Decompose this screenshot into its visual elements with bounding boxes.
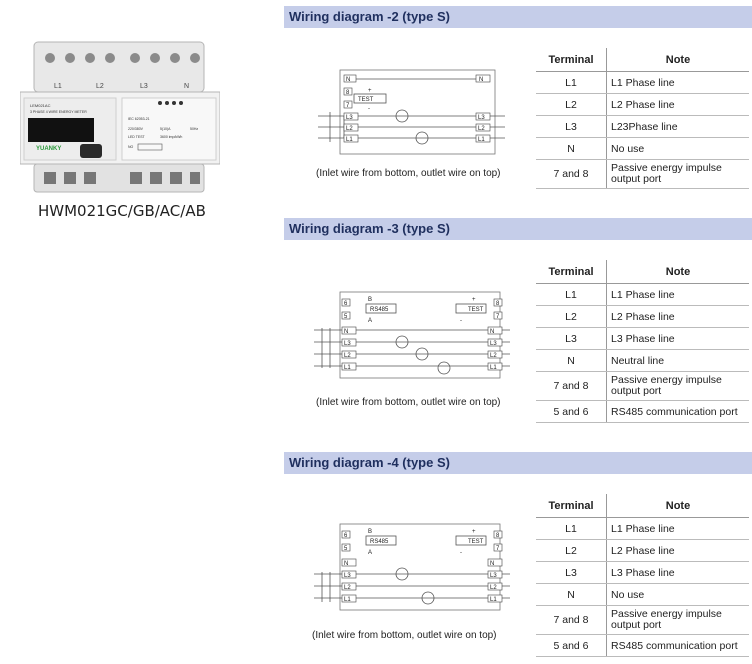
- d3-left-n: N: [344, 329, 349, 335]
- d4-right-l1: L1: [490, 597, 497, 603]
- note-cell: L1 Phase line: [607, 72, 750, 94]
- header-terminal: Terminal: [536, 48, 607, 72]
- section-title-4: Wiring diagram -4 (type S): [284, 452, 752, 474]
- d4-test: TEST: [468, 539, 484, 545]
- caption-4: (Inlet wire from bottom, outlet wire on top): [312, 630, 497, 641]
- d3-right-l3: L3: [490, 341, 497, 347]
- meter-photo: [20, 38, 220, 198]
- d2-minus: -: [368, 106, 370, 112]
- d3-plus: +: [472, 297, 476, 303]
- table-row: [536, 584, 749, 606]
- d3-right-l2: L2: [490, 353, 497, 359]
- note-cell: No use: [607, 138, 750, 160]
- terminal-cell: N: [536, 584, 607, 606]
- d4-left-5: 5: [344, 546, 348, 552]
- terminal-cell: L3: [536, 562, 607, 584]
- header-terminal: Terminal: [536, 494, 607, 518]
- terminal-cell: 5 and 6: [536, 401, 607, 423]
- d3-right-l1: L1: [490, 365, 497, 371]
- d4-left-l2: L2: [344, 585, 351, 591]
- meter-brand: YUANKY: [36, 146, 62, 152]
- table-row: [536, 635, 749, 657]
- table-row: [536, 562, 749, 584]
- d4-left-n: N: [344, 561, 349, 567]
- d2-right-n: N: [479, 77, 484, 83]
- d4-right-l3: L3: [490, 573, 497, 579]
- note-cell: RS485 communication port: [607, 635, 750, 657]
- d3-minus: -: [460, 318, 462, 324]
- meter-freq: 50Hz: [190, 127, 199, 131]
- d3-test: TEST: [468, 307, 484, 313]
- d2-test: TEST: [358, 97, 374, 103]
- d3-left-5: 5: [344, 314, 348, 320]
- d2-plus: +: [368, 88, 372, 94]
- table-row: [536, 160, 749, 189]
- table-row: [536, 401, 749, 423]
- d4-left-6: 6: [344, 533, 348, 539]
- d3-left-l1: L1: [344, 365, 351, 371]
- wiring-diagram-2: [310, 68, 510, 158]
- meter-volt: 220/380V: [128, 127, 143, 131]
- d3-right-8: 8: [496, 301, 500, 307]
- terminal-cell: 7 and 8: [536, 606, 607, 635]
- d3-left-l3: L3: [344, 341, 351, 347]
- note-cell: L3 Phase line: [607, 328, 750, 350]
- note-cell: L3 Phase line: [607, 562, 750, 584]
- product-label: HWM021GC/GB/AC/AB: [38, 202, 206, 220]
- note-cell: No use: [607, 584, 750, 606]
- d3-rs485: RS485: [370, 307, 389, 313]
- d4-plus: +: [472, 529, 476, 535]
- meter-top-l2: L2: [96, 83, 104, 90]
- terminal-cell: 5 and 6: [536, 635, 607, 657]
- note-cell: L2 Phase line: [607, 94, 750, 116]
- terminal-cell: 7 and 8: [536, 372, 607, 401]
- d2-left-7: 7: [346, 103, 350, 109]
- d4-right-l2: L2: [490, 585, 497, 591]
- table-header-row: [536, 48, 749, 72]
- terminal-cell: L1: [536, 284, 607, 306]
- terminal-cell: L2: [536, 540, 607, 562]
- terminal-table-3: [536, 260, 749, 423]
- d4-a: A: [368, 550, 373, 556]
- terminal-cell: N: [536, 138, 607, 160]
- section-title-3: Wiring diagram -3 (type S): [284, 218, 752, 240]
- d2-right-l3: L3: [478, 115, 485, 121]
- d4-rs485: RS485: [370, 539, 389, 545]
- meter-top-n: N: [184, 83, 190, 90]
- d3-right-7: 7: [496, 314, 500, 320]
- d2-left-l1: L1: [346, 137, 353, 143]
- d2-right-l2: L2: [478, 126, 485, 132]
- meter-led: LED TEST: [128, 135, 145, 139]
- d2-left-l3: L3: [346, 115, 353, 121]
- meter-model: LEM021AC: [30, 103, 51, 108]
- d4-right-n: N: [490, 561, 495, 567]
- terminal-cell: L2: [536, 306, 607, 328]
- terminal-cell: L3: [536, 116, 607, 138]
- note-cell: RS485 communication port: [607, 401, 750, 423]
- note-cell: L1 Phase line: [607, 518, 750, 540]
- table-row: [536, 606, 749, 635]
- caption-3: (Inlet wire from bottom, outlet wire on top): [316, 397, 501, 408]
- d4-right-7: 7: [496, 546, 500, 552]
- meter-top-l1: L1: [54, 83, 62, 90]
- table-row: [536, 540, 749, 562]
- table-row: [536, 306, 749, 328]
- note-cell: Neutral line: [607, 350, 750, 372]
- meter-top-l3: L3: [140, 83, 148, 90]
- table-row: [536, 138, 749, 160]
- d4-b: B: [368, 529, 373, 535]
- note-cell: Passive energy impulse output port: [607, 606, 750, 635]
- header-note: Note: [607, 260, 750, 284]
- note-cell: L1 Phase line: [607, 284, 750, 306]
- terminal-cell: L2: [536, 94, 607, 116]
- table-header-row: [536, 260, 749, 284]
- meter-no: NO: [128, 145, 134, 149]
- terminal-cell: L1: [536, 72, 607, 94]
- d4-right-8: 8: [496, 533, 500, 539]
- header-note: Note: [607, 494, 750, 518]
- d3-right-n: N: [490, 329, 495, 335]
- note-cell: Passive energy impulse output port: [607, 160, 750, 189]
- table-row: [536, 72, 749, 94]
- d3-b: B: [368, 297, 373, 303]
- header-note: Note: [607, 48, 750, 72]
- wiring-diagram-3: [310, 290, 516, 382]
- d4-left-l1: L1: [344, 597, 351, 603]
- d4-minus: -: [460, 550, 462, 556]
- note-cell: L2 Phase line: [607, 306, 750, 328]
- table-row: [536, 372, 749, 401]
- d2-left-8: 8: [346, 90, 350, 96]
- meter-lcd: [28, 118, 94, 142]
- terminal-cell: N: [536, 350, 607, 372]
- table-row: [536, 350, 749, 372]
- meter-desc: 3 PHASE 4 WIRE ENERGY METER: [30, 110, 87, 114]
- table-row: [536, 116, 749, 138]
- terminal-cell: L3: [536, 328, 607, 350]
- table-header-row: [536, 494, 749, 518]
- terminal-cell: L1: [536, 518, 607, 540]
- d2-left-n: N: [346, 77, 351, 83]
- meter-current: 5(10)A: [160, 127, 171, 131]
- note-cell: Passive energy impulse output port: [607, 372, 750, 401]
- table-row: [536, 518, 749, 540]
- terminal-cell: 7 and 8: [536, 160, 607, 189]
- meter-const: 3600 imp/kWh: [160, 135, 183, 139]
- wiring-diagram-4: [310, 522, 516, 614]
- d2-right-l1: L1: [478, 137, 485, 143]
- note-cell: L2 Phase line: [607, 540, 750, 562]
- d3-a: A: [368, 318, 373, 324]
- d2-left-l2: L2: [346, 126, 353, 132]
- d3-left-l2: L2: [344, 353, 351, 359]
- d4-left-l3: L3: [344, 573, 351, 579]
- section-title-2: Wiring diagram -2 (type S): [284, 6, 752, 28]
- note-cell: L23Phase line: [607, 116, 750, 138]
- terminal-table-4: [536, 494, 749, 657]
- d3-left-6: 6: [344, 301, 348, 307]
- table-row: [536, 284, 749, 306]
- header-terminal: Terminal: [536, 260, 607, 284]
- table-row: [536, 94, 749, 116]
- table-row: [536, 328, 749, 350]
- caption-2: (Inlet wire from bottom, outlet wire on top): [316, 168, 501, 179]
- meter-std: IEC 62053-21: [128, 117, 150, 121]
- terminal-table-2: [536, 48, 749, 189]
